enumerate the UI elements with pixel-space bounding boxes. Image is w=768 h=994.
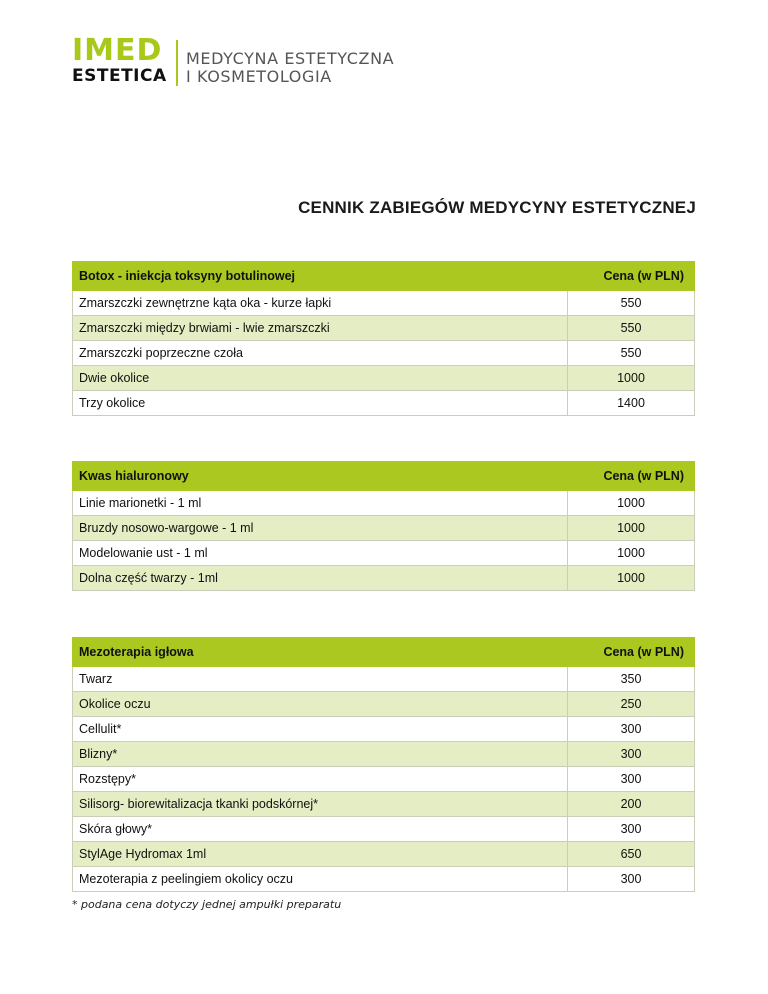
table-row: [73, 742, 695, 767]
treatment-price: 550: [568, 316, 695, 341]
treatment-name: Dolna część twarzy - 1ml: [73, 566, 568, 591]
table-row: [73, 692, 695, 717]
logo-tagline-line2: I KOSMETOLOGIA: [186, 67, 332, 86]
price-table-botox: [72, 261, 695, 416]
treatment-price: 300: [568, 817, 695, 842]
treatment-price: 300: [568, 867, 695, 892]
treatment-price: 1000: [568, 541, 695, 566]
treatment-price: 1000: [568, 491, 695, 516]
treatment-price: 250: [568, 692, 695, 717]
price-table-hyaluronic: [72, 461, 695, 591]
logo-divider: [176, 40, 178, 86]
table-header-price: Cena (w PLN): [568, 262, 695, 291]
table-row: [73, 667, 695, 692]
treatment-price: 350: [568, 667, 695, 692]
treatment-price: 650: [568, 842, 695, 867]
table-row: [73, 341, 695, 366]
logo-brand-top: IMED: [72, 33, 163, 68]
page-title: CENNIK ZABIEGÓW MEDYCYNY ESTETYCZNEJ: [298, 198, 696, 217]
treatment-price: 1000: [568, 366, 695, 391]
treatment-name: Dwie okolice: [73, 366, 568, 391]
treatment-name: Zmarszczki poprzeczne czoła: [73, 341, 568, 366]
treatment-name: Skóra głowy*: [73, 817, 568, 842]
treatment-name: Trzy okolice: [73, 391, 568, 416]
treatment-name: Cellulit*: [73, 717, 568, 742]
table-header-row: [73, 462, 695, 491]
logo-tagline-line1: MEDYCYNA ESTETYCZNA: [186, 49, 395, 68]
treatment-price: 1000: [568, 516, 695, 541]
treatment-name: StylAge Hydromax 1ml: [73, 842, 568, 867]
treatment-price: 550: [568, 341, 695, 366]
table-row: [73, 767, 695, 792]
treatment-price: 300: [568, 767, 695, 792]
table-header-row: [73, 638, 695, 667]
table-row: [73, 366, 695, 391]
table-row: [73, 516, 695, 541]
table-row: [73, 717, 695, 742]
table-row: [73, 842, 695, 867]
table-row: [73, 817, 695, 842]
table-row: [73, 491, 695, 516]
table-row: [73, 867, 695, 892]
table-row: [73, 792, 695, 817]
treatment-price: 300: [568, 742, 695, 767]
table-header-title: Mezoterapia igłowa: [73, 638, 568, 667]
treatment-price: 1000: [568, 566, 695, 591]
treatment-name: Okolice oczu: [73, 692, 568, 717]
treatment-name: Twarz: [73, 667, 568, 692]
treatment-name: Zmarszczki między brwiami - lwie zmarszczki: [73, 316, 568, 341]
logo-brand-bottom: ESTETICA: [72, 66, 167, 86]
table-row: [73, 291, 695, 316]
table-row: [73, 541, 695, 566]
treatment-name: Modelowanie ust - 1 ml: [73, 541, 568, 566]
treatment-name: Rozstępy*: [73, 767, 568, 792]
treatment-price: 200: [568, 792, 695, 817]
treatment-name: Silisorg- biorewitalizacja tkanki podskórnej*: [73, 792, 568, 817]
table-row: [73, 566, 695, 591]
table-header-title: Botox - iniekcja toksyny botulinowej: [73, 262, 568, 291]
table-header-title: Kwas hialuronowy: [73, 462, 568, 491]
treatment-name: Zmarszczki zewnętrzne kąta oka - kurze łapki: [73, 291, 568, 316]
treatment-name: Blizny*: [73, 742, 568, 767]
treatment-name: Mezoterapia z peelingiem okolicy oczu: [73, 867, 568, 892]
table-row: [73, 391, 695, 416]
table-header-price: Cena (w PLN): [568, 638, 695, 667]
treatment-price: 550: [568, 291, 695, 316]
treatment-name: Bruzdy nosowo-wargowe - 1 ml: [73, 516, 568, 541]
treatment-price: 1400: [568, 391, 695, 416]
table-header-price: Cena (w PLN): [568, 462, 695, 491]
footnote: * podana cena dotyczy jednej ampułki preparatu: [72, 898, 342, 911]
table-row: [73, 316, 695, 341]
treatment-name: Linie marionetki - 1 ml: [73, 491, 568, 516]
price-table-mesotherapy: [72, 637, 695, 892]
treatment-price: 300: [568, 717, 695, 742]
table-header-row: [73, 262, 695, 291]
